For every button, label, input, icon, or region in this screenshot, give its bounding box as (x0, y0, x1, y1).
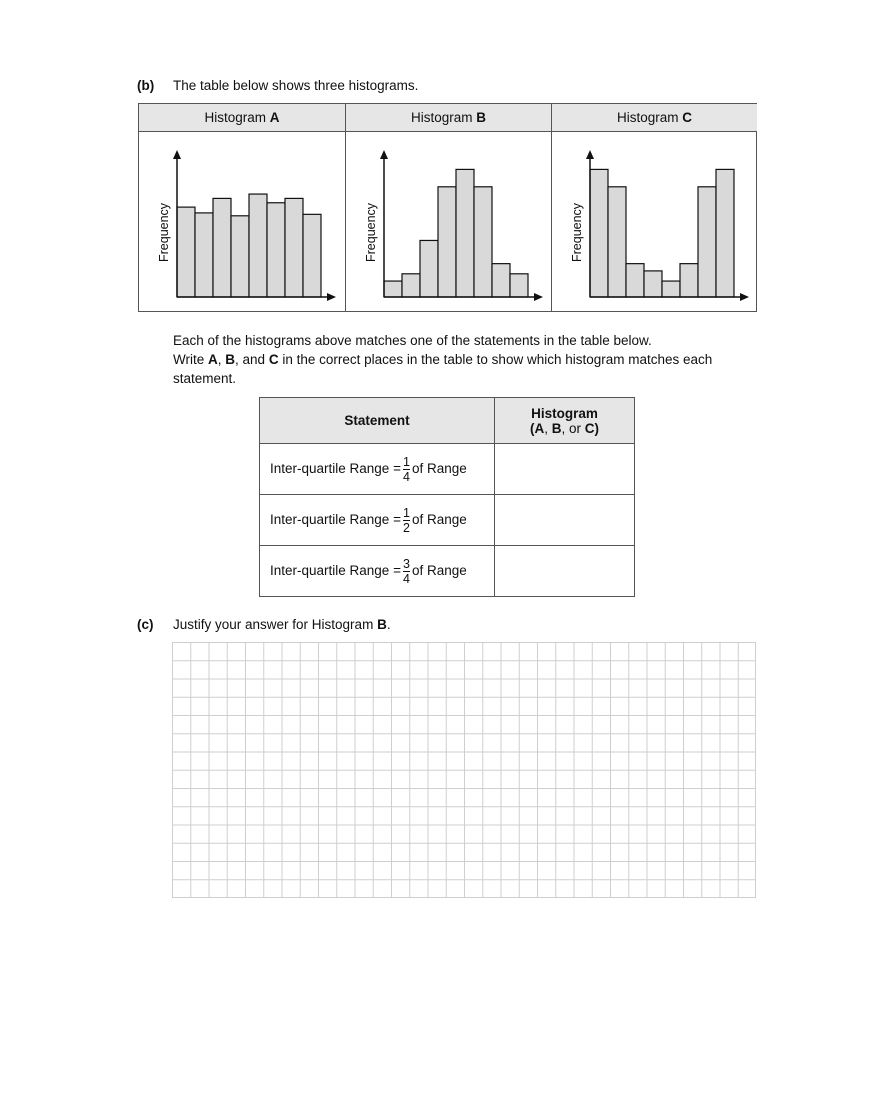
histogram-bar (249, 194, 267, 297)
fraction: $\frac{1}{2}$ (402, 505, 410, 535)
part-c-text: Justify your answer for Histogram B. (173, 617, 391, 632)
instruction-line-1: Each of the histograms above matches one of the statements in the table below. (173, 333, 652, 348)
histogram-bar (177, 207, 195, 297)
histogram-bar (662, 281, 680, 297)
statement-cell: Inter-quartile Range = $\frac{3}{4}$ of Range (260, 546, 495, 597)
histogram-bar (680, 264, 698, 297)
table-row (260, 444, 635, 495)
table-row (260, 495, 635, 546)
histogram-a-ylabel: Frequency (157, 202, 171, 262)
histogram-a-header: Histogram A (139, 104, 345, 132)
histogram-c-column (551, 104, 757, 311)
histogram-a-plot (139, 132, 345, 312)
histogram-bar (195, 213, 213, 297)
fraction: $\frac{3}{4}$ (402, 556, 410, 586)
y-axis-arrow (586, 150, 594, 159)
table-row (260, 546, 635, 597)
histogram-bar (644, 271, 662, 297)
histogram-b-column (345, 104, 551, 311)
histogram-bar (492, 264, 510, 297)
instruction-line-3: statement. (173, 371, 237, 386)
histogram-bar (213, 198, 231, 297)
histogram-b-plot (346, 132, 551, 312)
x-axis-arrow (327, 293, 336, 301)
statement-cell: Inter-quartile Range = $\frac{1}{4}$ of Range (260, 444, 495, 495)
histogram-table (138, 103, 757, 312)
answer-cell[interactable] (495, 546, 635, 597)
histogram-b-ylabel: Frequency (364, 202, 378, 262)
answer-grid[interactable] (172, 642, 756, 898)
histogram-bar (303, 214, 321, 297)
y-axis-arrow (173, 150, 181, 159)
histogram-c-header: Histogram C (552, 104, 757, 132)
histogram-bar (608, 187, 626, 297)
histogram-answer-header: Histogram (A, B, or C) (495, 398, 635, 444)
y-axis-arrow (380, 150, 388, 159)
statement-cell: Inter-quartile Range = $\frac{1}{2}$ of Range (260, 495, 495, 546)
histogram-bar (510, 274, 528, 297)
histogram-a-column (139, 104, 345, 311)
answer-cell[interactable] (495, 495, 635, 546)
x-axis-arrow (740, 293, 749, 301)
part-b-intro: The table below shows three histograms. (173, 78, 419, 93)
histogram-b-header: Histogram B (346, 104, 551, 132)
histogram-bar (384, 281, 402, 297)
instruction-line-2: Write A, B, and C in the correct places in the table to show which histogram matches each (173, 352, 713, 367)
histogram-c-ylabel: Frequency (570, 202, 584, 262)
fraction: $\frac{1}{4}$ (402, 454, 410, 484)
statement-header: Statement (260, 398, 495, 444)
statement-table (259, 397, 635, 597)
part-c-label: (c) (137, 617, 154, 632)
statement-table-header (260, 398, 635, 444)
histogram-bar (456, 169, 474, 297)
histogram-bar (626, 264, 644, 297)
histogram-bar (402, 274, 420, 297)
histogram-bar (438, 187, 456, 297)
histogram-a-chart (139, 132, 345, 312)
histogram-b-chart (346, 132, 552, 312)
histogram-bar (285, 198, 303, 297)
histogram-bar (231, 216, 249, 297)
histogram-c-plot (552, 132, 757, 312)
part-b-label: (b) (137, 78, 155, 93)
histogram-bar (698, 187, 716, 297)
histogram-bar (716, 169, 734, 297)
histogram-bar (267, 203, 285, 297)
histogram-bar (590, 169, 608, 297)
histogram-bar (420, 240, 438, 297)
histogram-c-chart (552, 132, 758, 312)
answer-cell[interactable] (495, 444, 635, 495)
x-axis-arrow (534, 293, 543, 301)
histogram-bar (474, 187, 492, 297)
